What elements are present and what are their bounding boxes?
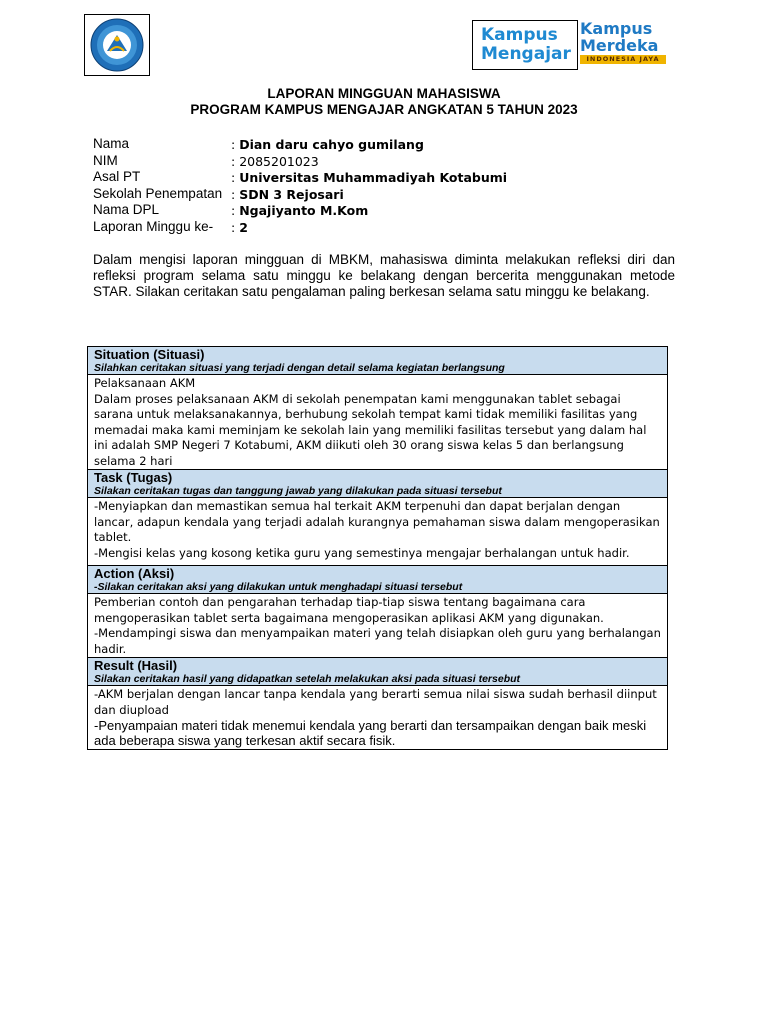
section-title: Task (Tugas) xyxy=(94,470,173,485)
info-value-dpl: : Ngajiyanto M.Kom xyxy=(231,203,369,218)
kampus-merdeka-logo-text-2: Merdeka xyxy=(580,36,659,55)
intro-paragraph: Dalam mengisi laporan mingguan di MBKM, mahasiswa diminta melakukan refleksi diri dan refleksi program selama satu minggu ke belakang dengan bercerita menggunakan metode STAR. Silakan ceritakan satu pengalaman paling berkesan selama satu minggu ke belakang. xyxy=(93,252,675,299)
tut-wuri-handayani-logo xyxy=(84,14,150,76)
section-hint: Silakan ceritakan hasil yang didapatkan setelah melakukan aksi pada situasi tersebut xyxy=(94,673,521,685)
info-value-nama: : Dian daru cahyo gumilang xyxy=(231,137,424,152)
section-line: Dalam proses pelaksanaan AKM di sekolah penempatan kami menggunakan tablet sebagai sarana untuk melaksanakannya, berhubung sekolah tempat kami tidak memiliki fasilitas yang memadai maka kami meminjam ke sekolah lain yang memiliki fasilitas tersebut yang dalam hal ini adalah SMP Negeri 7 Kotabumi, AKM diikuti oleh 30 orang siswa kelas 5 dan berlangsung selama 2 hari xyxy=(94,391,647,468)
info-value-nim: : 2085201023 xyxy=(231,154,319,169)
info-label-asal-pt: Asal PT xyxy=(93,169,141,184)
section-body-action xyxy=(88,594,668,658)
kampus-mengajar-logo xyxy=(472,20,578,70)
kampus-merdeka-logo-text-1: Kampus xyxy=(580,19,653,38)
section-line: -Menyiapkan dan memastikan semua hal terkait AKM terpenuhi dan dapat berjalan dengan lancar, adapun kendala yang terjadi adalah kurangnya pemahaman siswa dalam mengoperasikan tablet. xyxy=(94,499,660,544)
section-title: Action (Aksi) xyxy=(94,566,175,581)
kampus-mengajar-logo-text-1: Kampus xyxy=(481,25,558,45)
section-line: Pelaksanaan AKM xyxy=(94,376,196,390)
section-hint: Silahkan ceritakan situasi yang terjadi dengan detail selama kegiatan berlangsung xyxy=(94,362,505,374)
info-label-nim: NIM xyxy=(93,153,118,168)
report-subtitle: PROGRAM KAMPUS MENGAJAR ANGKATAN 5 TAHUN 2023 xyxy=(190,102,578,117)
section-header-task xyxy=(88,470,668,498)
kampus-merdeka-logo-tagline: INDONESIA JAYA xyxy=(580,55,666,64)
section-title: Situation (Situasi) xyxy=(94,347,205,362)
section-header-action xyxy=(88,566,668,594)
ministry-emblem-icon xyxy=(85,15,149,75)
info-label-nama: Nama xyxy=(93,136,130,151)
info-label-sekolah: Sekolah Penempatan xyxy=(93,186,223,201)
kampus-merdeka-logo xyxy=(580,20,670,70)
section-line: -AKM berjalan dengan lancar tanpa kendala yang berarti semua nilai siswa sudah berhasil diinput dan diupload xyxy=(94,687,657,717)
section-line: -Mendampingi siswa dan menyampaikan materi yang telah disiapkan oleh guru yang berhalangan hadir. xyxy=(94,626,661,656)
info-value-sekolah: : SDN 3 Rejosari xyxy=(231,187,344,202)
section-hint: Silakan ceritakan tugas dan tanggung jawab yang dilakukan pada situasi tersebut xyxy=(94,485,502,497)
info-value-minggu: : 2 xyxy=(231,220,248,235)
section-header-result xyxy=(88,658,668,686)
section-header-situation xyxy=(88,347,668,375)
info-label-dpl: Nama DPL xyxy=(93,202,160,217)
section-line: -Penyampaian materi tidak menemui kendala yang berarti dan tersampaikan dengan baik meski ada beberapa siswa yang terkesan aktif secara fisik. xyxy=(94,718,647,748)
section-body-task xyxy=(88,498,668,566)
kampus-mengajar-logo-text-2: Mengajar xyxy=(481,44,571,64)
section-body-result xyxy=(88,686,668,750)
info-label-minggu: Laporan Minggu ke- xyxy=(93,219,214,234)
section-title: Result (Hasil) xyxy=(94,658,178,673)
section-hint: -Silakan ceritakan aksi yang dilakukan untuk menghadapi situasi tersebut xyxy=(94,581,463,593)
star-table xyxy=(87,346,668,750)
section-body-situation xyxy=(88,375,668,470)
section-line: -Mengisi kelas yang kosong ketika guru yang semestinya mengajar berhalangan untuk hadir. xyxy=(94,545,630,560)
report-title: LAPORAN MINGGUAN MAHASISWA xyxy=(267,86,501,101)
info-value-asal-pt: : Universitas Muhammadiyah Kotabumi xyxy=(231,170,508,185)
section-line: Pemberian contoh dan pengarahan terhadap tiap-tiap siswa tentang bagaimana cara mengoperasikan tablet serta bagaimana mengoperasikan aplikasi AKM yang digunakan. xyxy=(94,595,604,625)
